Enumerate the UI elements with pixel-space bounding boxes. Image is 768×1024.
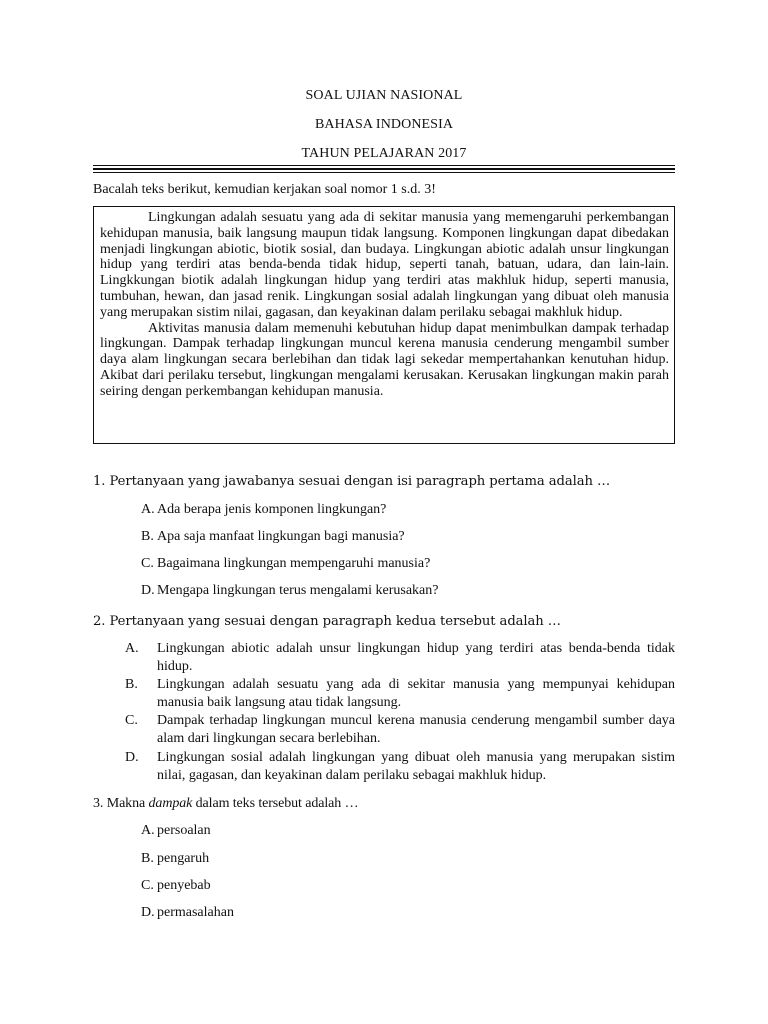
question-text-after: dalam teks tersebut adalah … — [195, 796, 359, 811]
option-letter: A. — [125, 641, 139, 656]
q1-option-b[interactable] — [141, 529, 675, 545]
q2-option-a[interactable] — [125, 640, 675, 676]
passage-paragraph-2: Aktivitas manusia dalam memenuhi kebutuhan hidup dapat menimbulkan dampak terhadap lingkungan. Dampak terhadap lingkungan muncul kerena manusia cenderung mengambil sumber daya alam lingkungan secara berlebihan dan tidak lagi sekedar mempertahankan kenutuhan hidup. Akibat dari perilaku tersebut, lingkungan mengalami kerusakan. Kerusakan lingkungan makin parah seiring dengan perkembangan kehidupan manusia. — [100, 320, 669, 399]
exam-title: SOAL UJIAN NASIONAL — [305, 88, 463, 103]
option-letter: C. — [141, 556, 154, 571]
option-letter: B. — [125, 677, 138, 692]
q3-option-c[interactable] — [141, 878, 675, 894]
option-text: Bagaimana lingkungan mempengaruhi manusia? — [157, 556, 431, 571]
option-letter: C. — [125, 713, 138, 728]
option-letter: A. — [141, 823, 155, 838]
option-letter: D. — [125, 750, 139, 765]
option-letter: B. — [141, 851, 154, 866]
passage-paragraph-1: Lingkungan adalah sesuatu yang ada di sekitar manusia yang memengaruhi perkembangan kehidupan manusia, baik langsung maupun tidak langsung. Komponen lingkungan dapat dibedakan menjadi lingkungan abiotic, biotik sosial, dan budaya. Lingkungan abiotic adalah unsur lingkungan hidup yang terdiri atas benda-benda tidak hidup, seperti tanah, batuan, udara, dan lain-lain. Lingkkungan biotik adalah lingkungan hidup yang terdiri atas makhluk hidup, seperti manusia, tumbuhan, hewan, dan jasad renik. Lingkungan sosial adalah lingkungan yang dibuat oleh manusia yang merupakan sistim nilai, gagasan, dan keyakinan dalam perilaku sebagai makhluk hidup. — [100, 210, 669, 320]
option-text: pengaruh — [157, 851, 210, 866]
option-letter: C. — [141, 878, 154, 893]
option-text: penyebab — [157, 878, 211, 893]
question-3 — [93, 796, 358, 812]
option-letter: D. — [141, 905, 155, 920]
academic-year: TAHUN PELAJARAN 2017 — [301, 146, 467, 161]
subject-title: BAHASA INDONESIA — [314, 117, 454, 132]
question-2 — [93, 614, 561, 630]
instruction: Bacalah teks berikut, kemudian kerjakan soal nomor 1 s.d. 3! — [93, 182, 436, 197]
q3-option-a[interactable] — [141, 823, 675, 839]
option-letter: B. — [141, 529, 154, 544]
question-keyword: dampak — [148, 796, 193, 811]
option-text: Lingkungan adalah sesuatu yang ada di sekitar manusia yang mempunyai kehidupan manusia baik langsung atau tidak langsung. — [157, 677, 675, 710]
question-text: Pertanyaan yang jawabanya sesuai dengan isi paragraph pertama adalah … — [109, 474, 611, 489]
q1-option-a[interactable] — [141, 502, 675, 518]
option-text: Ada berapa jenis komponen lingkungan? — [157, 502, 387, 517]
header-rule-middle — [93, 168, 675, 170]
question-number: 3. — [93, 796, 104, 811]
q3-option-b[interactable] — [141, 851, 675, 867]
option-text: Apa saja manfaat lingkungan bagi manusia? — [157, 529, 405, 544]
q1-option-c[interactable] — [141, 556, 675, 572]
q2-option-c[interactable] — [125, 712, 675, 748]
option-text: persoalan — [157, 823, 211, 838]
option-text: Lingkungan abiotic adalah unsur lingkungan hidup yang terdiri atas benda-benda tidak hidup. — [157, 641, 675, 674]
header-rule-top — [93, 165, 675, 166]
option-text: Dampak terhadap lingkungan muncul kerena manusia cenderung mengambil sumber daya alam dari lingkungan secara berlebihan. — [157, 713, 675, 746]
option-text: permasalahan — [157, 905, 234, 920]
reading-passage — [93, 206, 675, 444]
q1-option-d[interactable] — [141, 583, 675, 599]
question-number: 1. — [93, 474, 106, 489]
q3-option-d[interactable] — [141, 905, 675, 921]
q2-option-d[interactable] — [125, 749, 675, 785]
option-text: Mengapa lingkungan terus mengalami kerusakan? — [157, 583, 439, 598]
header-rule-bottom — [93, 172, 675, 173]
question-text-before: Makna — [106, 796, 146, 811]
question-text: Pertanyaan yang sesuai dengan paragraph kedua tersebut adalah … — [109, 614, 561, 629]
option-text: Lingkungan sosial adalah lingkungan yang dibuat oleh manusia yang merupakan sistim nilai, gagasan, dan keyakinan dalam perilaku sebagai makhluk hidup. — [157, 750, 675, 783]
question-1 — [93, 474, 610, 490]
option-letter: D. — [141, 583, 155, 598]
question-number: 2. — [93, 614, 106, 629]
q2-option-b[interactable] — [125, 676, 675, 712]
option-letter: A. — [141, 502, 155, 517]
